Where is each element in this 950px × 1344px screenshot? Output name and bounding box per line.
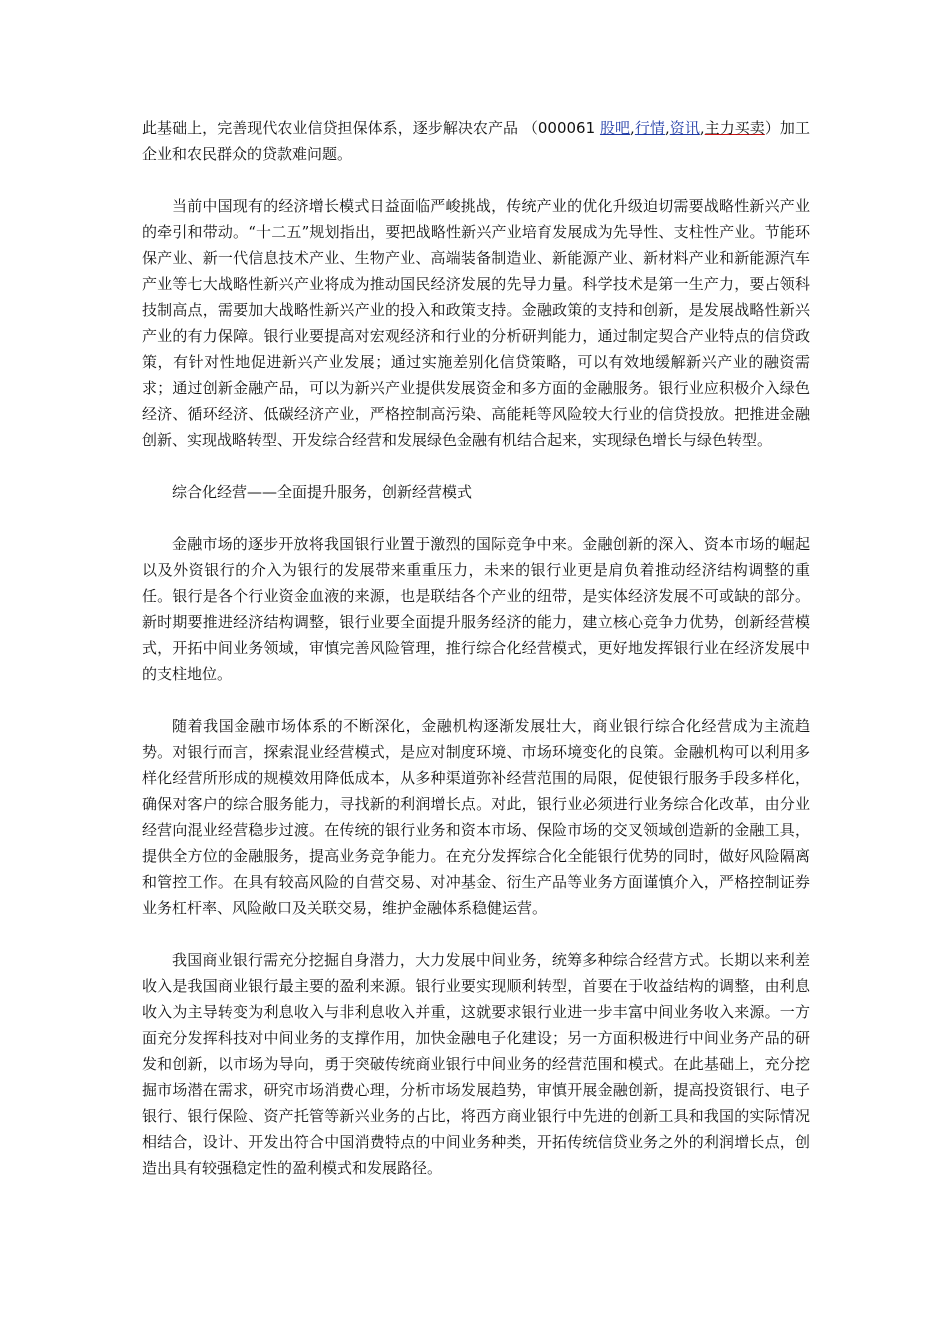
stock-code: 000061 [537, 119, 596, 137]
paragraph-market-opening: 金融市场的逐步开放将我国银行业置于激烈的国际竞争中来。金融创新的深入、资本市场的崛起以及外资银行的介入为银行的发展带来重重压力，未来的银行业更是肩负着推动经济结构调整的重任。银行是各个行业资金血液的来源，也是联结各个产业的纽带，是实体经济发展不可或缺的部分。新时期要推进经济结构调整，银行业要全面提升服务经济的能力，建立核心竞争力优势，创新经营模式，开拓中间业务领域，审慎完善风险管理，推行综合化经营模式，更好地发挥银行业在经济发展中的支柱地位。 [142, 535, 810, 683]
paragraph-agri-credit [142, 115, 810, 167]
link-separator: , [630, 119, 635, 137]
main-force-trading-link[interactable]: 主力买卖 [704, 119, 765, 137]
paragraph-text-tail: ）加工企业和农民群众的贷款难问题。 [142, 119, 810, 163]
document-page [142, 115, 810, 1207]
paragraph-text-lead: 此基础上，完善现代农业信贷担保体系，逐步解决农产品 （ [142, 119, 538, 137]
link-separator: , [699, 119, 705, 137]
stock-forum-link[interactable]: 股吧 [599, 119, 631, 137]
stock-quote-link[interactable]: 行情 [634, 119, 665, 137]
paragraph-intermediary-business: 我国商业银行需充分挖掘自身潜力，大力发展中间业务，统筹多种综合经营方式。长期以来利差收入是我国商业银行最主要的盈利来源。银行业要实现顺利转型，首要在于收益结构的调整，由利息收入为主导转变为利息收入与非利息收入并重，这就要求银行业进一步丰富中间业务收入来源。一方面充分发挥科技对中间业务的支撑作用，加快金融电子化建设；另一方面积极进行中间业务产品的研发和创新，以市场为导向，勇于突破传统商业银行中间业务的经营范围和模式。在此基础上，充分挖掘市场潜在需求，研究市场消费心理，分析市场发展趋势，审慎开展金融创新，提高投资银行、电子银行、银行保险、资产托管等新兴业务的占比，将西方商业银行中先进的创新工具和我国的实际情况相结合，设计、开发出符合中国消费特点的中间业务种类，开拓传统信贷业务之外的利润增长点，创造出具有较强稳定性的盈利模式和发展路径。 [142, 951, 810, 1177]
section-heading: 综合化经营——全面提升服务，创新经营模式 [172, 483, 473, 501]
stock-news-link[interactable]: 资讯 [669, 119, 700, 137]
paragraph-emerging-industries: 当前中国现有的经济增长模式日益面临严峻挑战，传统产业的优化升级迫切需要战略性新兴产业的牵引和带动。“十二五”规划指出，要把战略性新兴产业培育发展成为先导性、支柱性产业。节能环保产业、新一代信息技术产业、生物产业、高端装备制造业、新能源产业、新材料产业和新能源汽车产业等七大战略性新兴产业将成为推动国民经济发展的先导力量。科学技术是第一生产力，要占领科技制高点，需要加大战略性新兴产业的投入和政策支持。金融政策的支持和创新，是发展战略性新兴产业的有力保障。银行业要提高对宏观经济和行业的分析研判能力，通过制定契合产业特点的信贷政策，有针对性地促进新兴产业发展；通过实施差别化信贷策略，可以有效地缓解新兴产业的融资需求；通过创新金融产品，可以为新兴产业提供发展资金和多方面的金融服务。银行业应积极介入绿色经济、循环经济、低碳经济产业，严格控制高污染、高能耗等风险较大行业的信贷投放。把推进金融创新、实现战略转型、开发综合经营和发展绿色金融有机结合起来，实现绿色增长与绿色转型。 [142, 197, 810, 449]
paragraph-mixed-operation: 随着我国金融市场体系的不断深化，金融机构逐渐发展壮大，商业银行综合化经营成为主流趋势。对银行而言，探索混业经营模式，是应对制度环境、市场环境变化的良策。金融机构可以利用多样化经营所形成的规模效用降低成本，从多种渠道弥补经营范围的局限，促使银行服务手段多样化，确保对客户的综合服务能力，寻找新的利润增长点。对此，银行业必须进行业务综合化改革，由分业经营向混业经营稳步过渡。在传统的银行业务和资本市场、保险市场的交叉领域创造新的金融工具，提供全方位的金融服务，提高业务竞争能力。在充分发挥综合化全能银行优势的同时，做好风险隔离和管控工作。在具有较高风险的自营交易、对冲基金、衍生产品等业务方面谨慎介入，严格控制证券业务杠杆率、风险敞口及关联交易，维护金融体系稳健运营。 [142, 717, 810, 917]
link-separator: , [664, 119, 670, 137]
